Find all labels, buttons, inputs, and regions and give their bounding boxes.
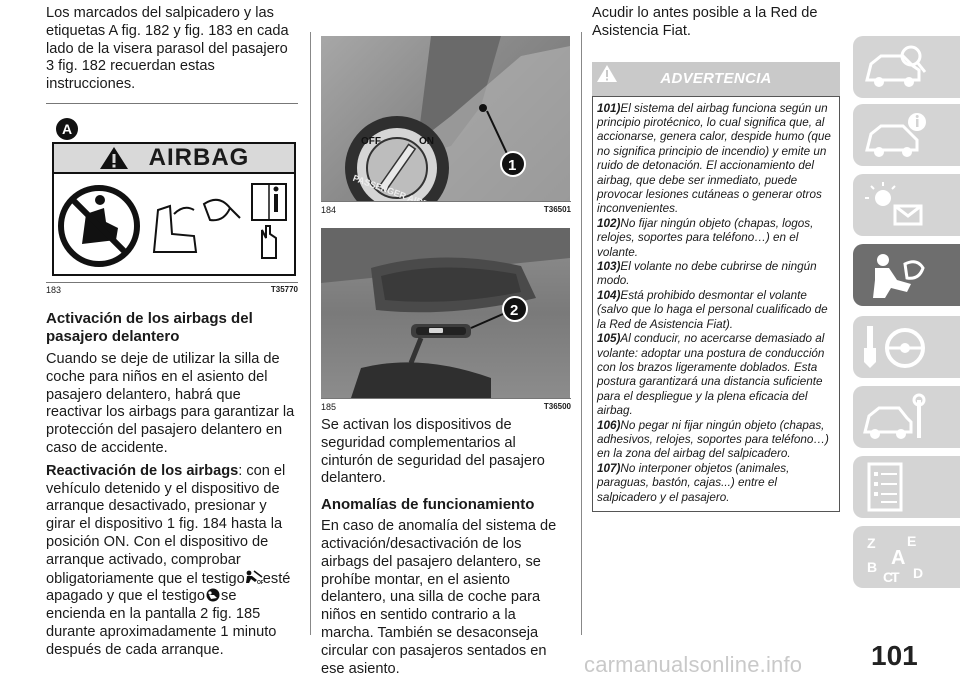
warning-number: 103): [597, 260, 621, 274]
reactivation-label: Reactivación de los airbags: [46, 462, 239, 479]
warning-item: [597, 217, 835, 260]
warning-number: 101): [597, 101, 621, 115]
figure-number: 183: [46, 284, 62, 295]
figure-code: T35770: [270, 284, 298, 294]
column-divider: [310, 32, 311, 635]
warning-text: No interponer objetos (animales, paraguas, bastón, cajas...) entre el salpicadero y el pasajero.: [597, 461, 790, 504]
airbag-key-switch-illustration: [321, 36, 570, 201]
paragraph: En caso de anomalía del sistema de activación/desactivación de los airbags del pasajero delantero, se prohíbe montar, en el asiento delantero, una silla de coche para niños en sentido contrario a la marcha. También se desaconseja circular con pasajeros sentados en ese asiento.: [321, 518, 557, 677]
alphabet-letter: B: [867, 559, 878, 575]
airbag-off-warning-icon: [245, 570, 263, 584]
warning-triangle-icon: [99, 146, 129, 170]
switch-off-label: OFF: [361, 136, 381, 147]
alphabet-letter: T: [891, 569, 900, 584]
chapter-tab[interactable]: [853, 386, 960, 448]
watermark-text: carmanualsonline.info: [584, 652, 803, 677]
warning-item: [597, 462, 835, 505]
warning-number: 104): [597, 288, 621, 302]
warning-item: [597, 332, 835, 418]
figure-183: [46, 118, 298, 280]
figure-184-photo: [321, 36, 570, 201]
warning-number: 105): [597, 332, 621, 346]
airbag-on-warning-icon: [205, 588, 221, 602]
warning-box: [592, 62, 840, 512]
chapter-tab[interactable]: [853, 104, 960, 166]
alphabet-letter: Z: [867, 535, 876, 551]
warning-text: El volante no debe cubrirse de ningún modo.: [597, 260, 817, 288]
intro-text: Acudir lo antes posible a la Red de Asistencia Fiat.: [592, 5, 818, 39]
divider: [46, 103, 298, 104]
warning-header: [592, 62, 840, 96]
airbag-pictograms: [54, 174, 294, 274]
warning-number: 106): [597, 418, 621, 432]
warning-text: Al conducir, no acercarse demasiado al volante: adoptar una postura de conducción con los brazos ligeramente doblados. Esta postura garantizará una distancia suficiente para el despliegue y la plena eficacia del airbag.: [597, 332, 825, 418]
text-segment: se encienda en la pantalla 2 fig. 185 durante aproximadamente 1 minuto después de cada arranque.: [46, 588, 277, 658]
section-heading: Anomalías de funcionamiento: [321, 496, 535, 514]
text-segment: esté apagado y que el testigo: [46, 570, 291, 605]
divider: [321, 201, 571, 202]
intro-text: Los marcados del salpicadero y las etiquetas A fig. 182 y fig. 183 en cada lado de la visera parasol del pasajero 3 fig. 182 recuerdan estas instrucciones.: [46, 5, 289, 93]
alphabet-letter: A: [891, 547, 906, 569]
paragraph: Se activan los dispositivos de seguridad complementarios al cinturón de seguridad del pasajero delantero.: [321, 417, 545, 487]
figure-code: T36501: [543, 205, 571, 214]
column-divider: [581, 32, 582, 635]
chapter-tab[interactable]: [853, 174, 960, 236]
svg-text:OFF: OF: [256, 579, 263, 584]
airbag-label-text: AIRBAG: [148, 143, 250, 171]
overhead-console-illustration: [321, 228, 570, 398]
alphabet-letter: C: [883, 569, 894, 584]
warning-text: Está prohibido desmontar el volante (salvo que lo haga el personal cualificado de la Red de Asistencia Fiat).: [597, 288, 828, 331]
warning-item: [597, 260, 835, 289]
section-heading: Activación de los airbags del pasajero delantero: [46, 309, 253, 345]
alphabet-letter: D: [913, 565, 924, 581]
column-left: [46, 0, 298, 660]
warning-item: [597, 102, 835, 217]
warning-number: 102): [597, 216, 621, 230]
passenger-airbag-ring-text: PASSENGER: [351, 172, 408, 201]
warning-title: ADVERTENCIA: [660, 70, 772, 88]
divider: [321, 398, 571, 399]
label-a-badge: A: [56, 118, 78, 140]
chapter-tab[interactable]: [853, 36, 960, 98]
column-right: [592, 0, 840, 512]
chapter-tab[interactable]: [853, 244, 960, 306]
warning-triangle-icon: [596, 64, 618, 83]
text-segment: : con el vehículo detenido y el dispositivo de arranque desactivado, presionar y girar el dispositivo 1 fig. 184 hasta la posición ON. Con el dispositivo de arranque activado, comprobar obligatoriamente que el testigo: [46, 462, 286, 587]
figure-code: T36500: [543, 402, 571, 411]
warning-text: No pegar ni fijar ningún objeto (chapas, adhesivos, relojes, soportes para teléfono…) en la zona del airbag del salpicadero.: [597, 418, 829, 461]
reactivation-paragraph: [46, 463, 298, 660]
paragraph: Cuando se deje de utilizar la silla de coche para niños en el asiento del pasajero delantero, habrá que reactivar los airbags para garantizar la protección del pasajero delantero en caso de accidente.: [46, 350, 295, 456]
divider: [46, 282, 298, 283]
chapter-tab[interactable]: [853, 456, 960, 518]
page-number: 101: [871, 640, 918, 671]
warning-text: El sistema del airbag funciona según un principio pirotécnico, lo cual significa que, al accionarse, genera calor, despide humo (que no significa principio de incendio) y emite un ruido de detonación. El accionamiento del airbag, que debe ser inmediato, puede provocar lesiones cutáneas o generar otros inconvenientes.: [597, 101, 831, 216]
figure-185-photo: [321, 228, 570, 398]
warning-item: [597, 419, 835, 462]
warning-text: No fijar ningún objeto (chapas, logos, relojes, soportes para teléfono…) en el volante.: [597, 216, 814, 259]
figure-number: 185: [321, 402, 337, 412]
figure-number: 184: [321, 205, 337, 215]
callout-1: 1: [508, 157, 517, 174]
figure-185-caption: [321, 402, 571, 412]
warning-item: [597, 289, 835, 332]
chapter-tab[interactable]: [853, 316, 960, 378]
figure-183-caption: [46, 285, 298, 295]
callout-2: 2: [510, 302, 519, 319]
chapter-tab[interactable]: [853, 526, 960, 588]
figure-184-caption: [321, 205, 571, 215]
warning-list: [592, 96, 840, 512]
airbag-label-sticker: [52, 142, 296, 276]
warning-number: 107): [597, 461, 621, 475]
alphabet-letter: E: [907, 533, 917, 549]
column-middle: [321, 0, 571, 678]
switch-on-label: ON: [419, 136, 434, 147]
